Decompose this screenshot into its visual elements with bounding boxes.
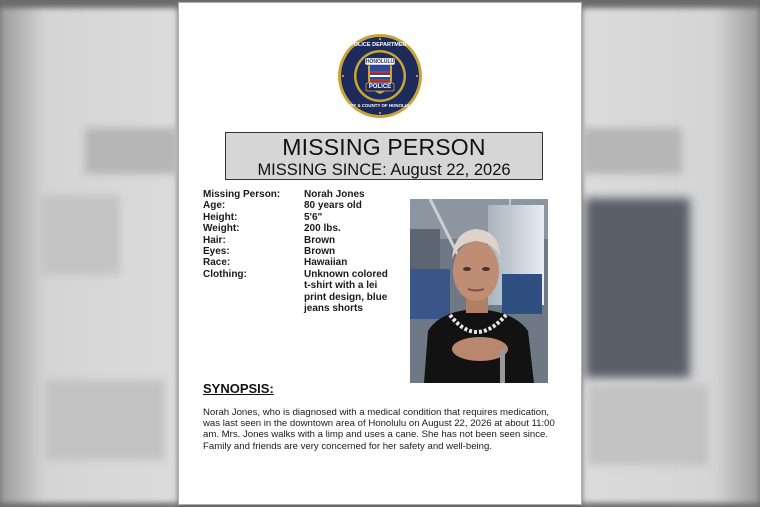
seal-ring-top-text: POLICE DEPARTMENT <box>350 42 410 48</box>
detail-label: Race: <box>203 257 231 269</box>
detail-row-race <box>203 257 403 268</box>
detail-label: Height: <box>203 211 238 223</box>
detail-row-eyes <box>203 246 403 257</box>
detail-row-weight <box>203 223 403 234</box>
detail-value: Brown <box>304 234 336 246</box>
detail-value: Brown <box>304 246 336 258</box>
detail-row-age <box>203 200 403 211</box>
page-title: MISSING PERSON <box>282 134 486 160</box>
background-blur-synopsis-left <box>45 380 165 460</box>
detail-value: Unknown colored t-shirt with a lei print design, blue jeans shorts <box>304 268 388 315</box>
missing-since: MISSING SINCE: August 22, 2026 <box>257 161 511 179</box>
seal-banner-text: HONOLULU <box>365 58 395 65</box>
detail-row-name <box>203 189 403 200</box>
background-blur-text-left <box>40 195 120 275</box>
background-blur-title-left <box>85 128 178 174</box>
synopsis-text: Norah Jones, who is diagnosed with a medical condition that requires medication, was last seen in the downtown area of Honolulu on August 22, 2026 at about 11:00 am. Mrs. Jones walks with a limp and uses a cane. She has not been seen since. Family and friends are very concerned for her safety and well-being. <box>203 407 555 452</box>
detail-value: 80 years old <box>304 200 362 212</box>
police-seal-logo <box>337 33 423 119</box>
detail-label: Missing Person: <box>203 189 281 200</box>
seal-ring-bottom-text: CITY & COUNTY OF HONOLULU <box>346 103 414 108</box>
background-blur-synopsis-right <box>588 385 708 465</box>
detail-row-height <box>203 212 403 223</box>
missing-person-photo <box>410 199 548 383</box>
detail-label: Weight: <box>203 223 240 235</box>
detail-value: Hawaiian <box>304 257 348 269</box>
detail-label: Clothing: <box>203 268 247 280</box>
detail-value: Norah Jones <box>304 189 365 200</box>
synopsis-heading: SYNOPSIS: <box>203 381 274 396</box>
seal-ribbon-text: POLICE <box>368 84 392 90</box>
background-blur-photo <box>585 198 690 378</box>
detail-row-hair <box>203 235 403 246</box>
detail-label: Hair: <box>203 234 226 246</box>
detail-value: 5'6" <box>304 211 323 223</box>
detail-label: Eyes: <box>203 246 230 258</box>
missing-person-flyer <box>178 2 582 505</box>
detail-row-clothing <box>203 269 403 315</box>
detail-label: Age: <box>203 200 226 212</box>
title-banner <box>225 132 543 180</box>
person-details <box>203 189 403 314</box>
background-blur-title-right <box>582 128 682 174</box>
detail-value: 200 lbs. <box>304 223 341 235</box>
